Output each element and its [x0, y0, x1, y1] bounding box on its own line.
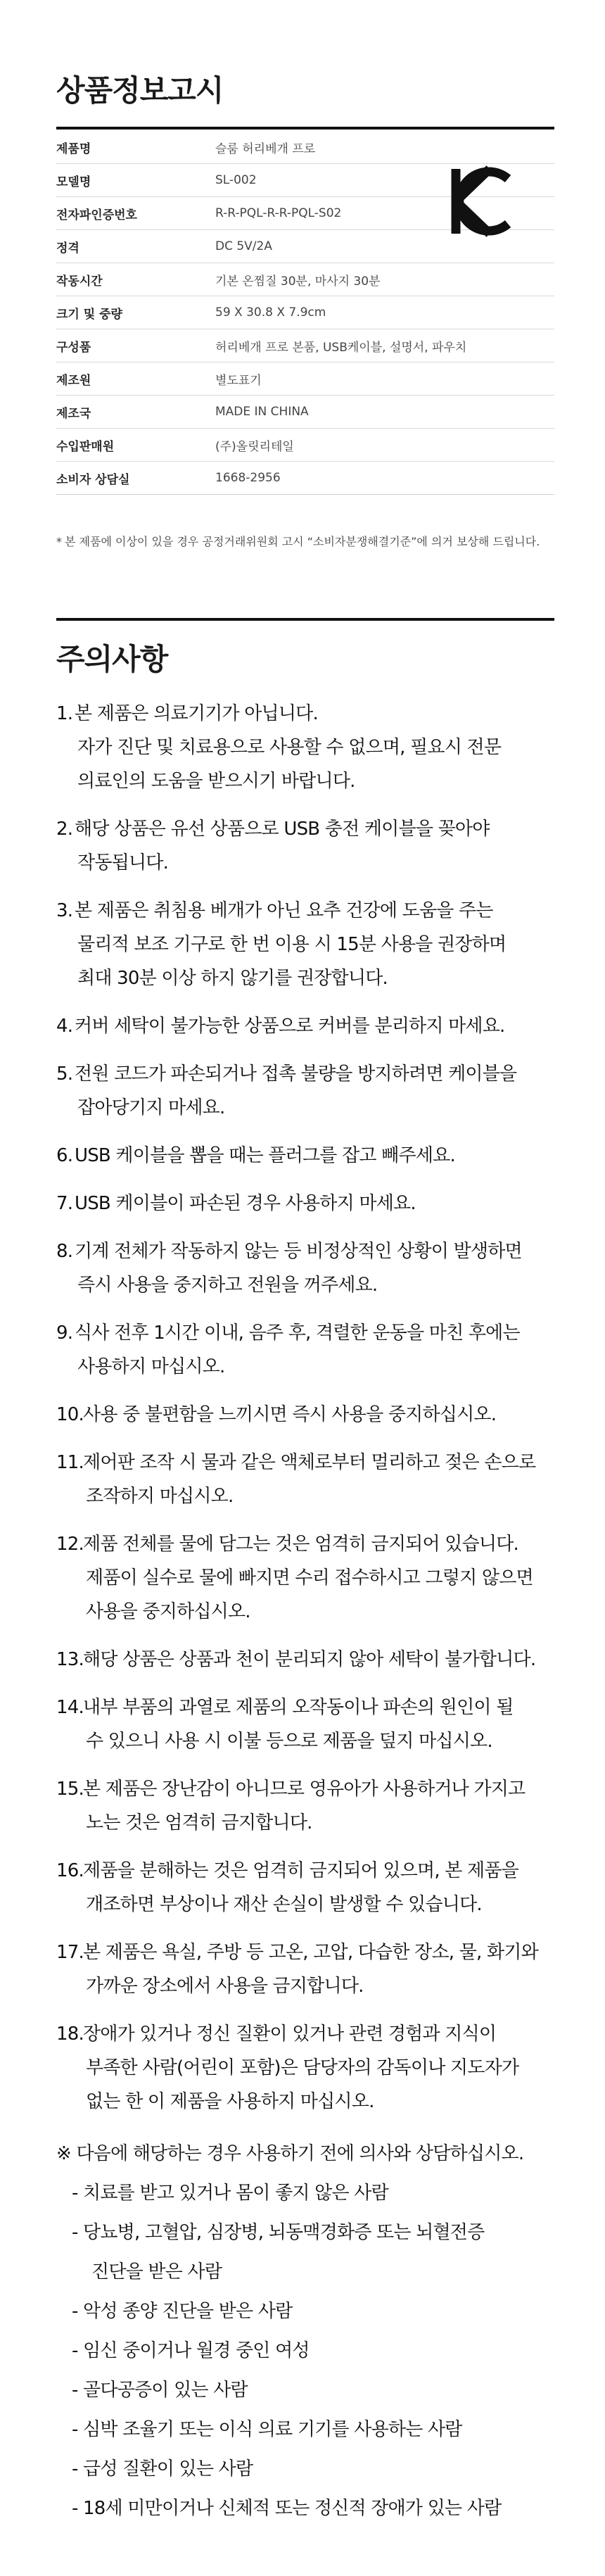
caution-item — [56, 1527, 563, 1629]
info-key: 정격 — [56, 230, 215, 263]
info-value: 슬룸 허리베개 프로 — [215, 131, 554, 164]
caution-line: 없는 한 이 제품을 사용하지 마십시오. — [86, 2091, 374, 2112]
caution-line: 본 제품은 장난감이 아니므로 영유아가 사용하거나 가지고 — [83, 1779, 526, 1800]
info-value: MADE IN CHINA — [215, 396, 554, 429]
info-key: 구성품 — [56, 329, 215, 362]
caution-number: 18. — [56, 2023, 84, 2045]
caution-item — [56, 894, 563, 995]
caution-line: 사용을 중지하십시오. — [86, 1601, 250, 1622]
consult-item: 진단을 받은 사람 — [91, 2261, 222, 2283]
caution-line: 제어판 조작 시 물과 같은 액체로부터 멀리하고 젖은 손으로 — [83, 1452, 536, 1473]
consult-item: - 임신 중이거나 월경 중인 여성 — [72, 2340, 310, 2361]
caution-line: 개조하면 부상이나 재산 손실이 발생할 수 있습니다. — [86, 1894, 482, 1915]
consult-item: - 18세 미만이거나 신체적 또는 정신적 장애가 있는 사람 — [72, 2498, 502, 2519]
consult-item: - 치료를 받고 있거나 몸이 좋지 않은 사람 — [72, 2183, 388, 2204]
caution-line: 본 제품은 취침용 베개가 아닌 요추 건강에 도움을 주는 — [75, 900, 493, 921]
caution-line: USB 케이블이 파손된 경우 사용하지 마세요. — [75, 1193, 416, 1214]
caution-item — [56, 697, 563, 798]
info-key: 소비자 상담실 — [56, 462, 215, 495]
caution-line: 내부 부품의 과열로 제품의 오작동이나 파손의 원인이 될 — [83, 1697, 514, 1718]
caution-text — [56, 1235, 563, 1302]
caution-number: 9. — [56, 1322, 73, 1344]
info-row — [56, 429, 554, 462]
caution-text — [56, 1187, 563, 1220]
caution-number: 5. — [56, 1063, 73, 1085]
caution-text — [56, 894, 563, 995]
note-text: 본 제품에 이상이 있을 경우 공정거래위원회 고시 “소비자분쟁해결기준”에 의거 보상해 드립니다. — [65, 535, 540, 548]
info-value: 기본 온찜질 30분, 마사지 30분 — [215, 263, 554, 296]
caution-item — [56, 1187, 563, 1220]
caution-text — [56, 1772, 563, 1840]
caution-number: 13. — [56, 1649, 84, 1670]
caution-line: 해당 상품은 유선 상품으로 USB 충전 케이블을 꽂아야 — [75, 819, 490, 840]
caution-item — [56, 1643, 563, 1677]
caution-line: 커버 세탁이 불가능한 상품으로 커버를 분리하지 마세요. — [75, 1016, 505, 1037]
info-row — [56, 462, 554, 495]
consult-section — [56, 2134, 563, 2528]
info-row — [56, 362, 554, 396]
info-value: 허리베개 프로 본품, USB케이블, 설명서, 파우치 — [215, 329, 554, 362]
caution-text — [56, 1398, 563, 1432]
caution-number: 12. — [56, 1534, 84, 1555]
caution-item — [56, 1691, 563, 1758]
caution-text — [56, 1854, 563, 1921]
caution-text — [56, 1057, 563, 1125]
info-value: SL-002 — [215, 164, 554, 197]
caution-item — [56, 1854, 563, 1921]
caution-text — [56, 812, 563, 880]
caution-item — [56, 1772, 563, 1840]
caution-number: 6. — [56, 1145, 73, 1166]
caution-line: USB 케이블을 뽑을 때는 플러그를 잡고 빼주세요. — [75, 1145, 455, 1166]
caution-number: 17. — [56, 1942, 84, 1963]
consult-item: - 골다공증이 있는 사람 — [72, 2380, 248, 2401]
cautions-title: 주의사항 — [56, 642, 168, 676]
info-key: 전자파인증번호 — [56, 197, 215, 230]
caution-item — [56, 1936, 563, 2003]
caution-line: 즉시 사용을 중지하고 전원을 꺼주세요. — [77, 1275, 378, 1296]
caution-line: 사용 중 불편함을 느끼시면 즉시 사용을 중지하십시오. — [83, 1404, 497, 1425]
caution-list — [56, 697, 563, 2133]
info-value: DC 5V/2A — [215, 230, 554, 263]
caution-line: 자가 진단 및 치료용으로 사용할 수 없으며, 필요시 전문 — [77, 737, 502, 758]
info-row — [56, 296, 554, 329]
info-row — [56, 329, 554, 362]
caution-text — [56, 1643, 563, 1677]
compensation-note — [56, 532, 549, 552]
caution-text — [56, 1527, 563, 1629]
caution-text — [56, 1936, 563, 2003]
info-value: 별도표기 — [215, 362, 554, 396]
caution-line: 의료인의 도움을 받으시기 바랍니다. — [77, 771, 355, 792]
caution-line: 해당 상품은 상품과 천이 분리되지 않아 세탁이 불가합니다. — [83, 1649, 536, 1670]
caution-number: 1. — [56, 703, 73, 724]
caution-item — [56, 1009, 563, 1043]
caution-line: 최대 30분 이상 하지 않기를 권장합니다. — [77, 968, 388, 989]
caution-line: 본 제품은 욕실, 주방 등 고온, 고압, 다습한 장소, 물, 화기와 — [83, 1942, 538, 1963]
note-mark: * — [56, 535, 62, 548]
info-key: 작동시간 — [56, 263, 215, 296]
caution-number: 8. — [56, 1241, 73, 1262]
caution-number: 15. — [56, 1779, 84, 1800]
caution-item — [56, 1235, 563, 1302]
info-key: 제조원 — [56, 362, 215, 396]
caution-line: 제품 전체를 물에 담그는 것은 엄격히 금지되어 있습니다. — [83, 1534, 518, 1555]
consult-header: ※ 다음에 해당하는 경우 사용하기 전에 의사와 상담하십시오. — [56, 2143, 524, 2164]
caution-number: 10. — [56, 1404, 84, 1425]
caution-line: 물리적 보조 기구로 한 번 이용 시 15분 사용을 권장하며 — [77, 934, 507, 955]
caution-text — [56, 1009, 563, 1043]
caution-line: 본 제품은 의료기기가 아닙니다. — [75, 703, 318, 724]
product-info-title: 상품정보고시 — [56, 73, 224, 108]
caution-line: 조작하지 마십시오. — [86, 1486, 234, 1507]
title-divider — [56, 127, 554, 130]
info-row — [56, 263, 554, 296]
caution-line: 노는 것은 엄격히 금지합니다. — [86, 1812, 312, 1833]
caution-line: 작동됩니다. — [77, 852, 169, 873]
caution-line: 전원 코드가 파손되거나 접촉 불량을 방지하려면 케이블을 — [75, 1063, 517, 1085]
caution-number: 11. — [56, 1452, 84, 1473]
caution-text — [56, 1446, 563, 1513]
caution-item — [56, 812, 563, 880]
caution-number: 4. — [56, 1016, 73, 1037]
caution-text — [56, 1316, 563, 1384]
info-key: 제품명 — [56, 131, 215, 164]
info-value: 59 X 30.8 X 7.9cm — [215, 296, 554, 329]
caution-line: 부족한 사람(어린이 포함)은 담당자의 감독이나 지도자가 — [86, 2057, 519, 2078]
info-key: 제조국 — [56, 396, 215, 429]
caution-text — [56, 697, 563, 798]
caution-item — [56, 1316, 563, 1384]
consult-item: - 당뇨병, 고혈압, 심장병, 뇌동맥경화증 또는 뇌혈전증 — [72, 2222, 485, 2243]
caution-line: 잡아당기지 마세요. — [77, 1097, 225, 1118]
caution-number: 2. — [56, 819, 73, 840]
caution-line: 가까운 장소에서 사용을 금지합니다. — [86, 1976, 364, 1997]
consult-item: - 심박 조율기 또는 이식 의료 기기를 사용하는 사람 — [72, 2419, 462, 2440]
caution-item — [56, 1398, 563, 1432]
caution-item — [56, 2017, 563, 2119]
info-row — [56, 396, 554, 429]
info-key: 수입판매원 — [56, 429, 215, 462]
caution-text — [56, 1139, 563, 1173]
caution-number: 7. — [56, 1193, 73, 1214]
caution-number: 16. — [56, 1860, 84, 1881]
caution-line: 제품을 분해하는 것은 엄격히 금지되어 있으며, 본 제품을 — [83, 1860, 518, 1881]
info-key: 모델명 — [56, 164, 215, 197]
section-divider — [56, 618, 554, 621]
caution-text — [56, 1691, 563, 1758]
caution-line: 제품이 실수로 물에 빠지면 수리 접수하시고 그렇지 않으면 — [86, 1567, 533, 1589]
caution-line: 기계 전체가 작동하지 않는 등 비정상적인 상황이 발생하면 — [75, 1241, 522, 1262]
consult-item: - 급성 질환이 있는 사람 — [72, 2458, 253, 2480]
caution-number: 14. — [56, 1697, 84, 1718]
kc-certification-icon — [445, 155, 515, 248]
caution-text — [56, 2017, 563, 2119]
caution-item — [56, 1446, 563, 1513]
caution-item — [56, 1057, 563, 1125]
info-value: R-R-PQL-R-R-PQL-S02 — [215, 197, 554, 230]
consult-item: - 악성 종양 진단을 받은 사람 — [72, 2301, 293, 2322]
info-value: 1668-2956 — [215, 462, 554, 495]
caution-line: 장애가 있거나 정신 질환이 있거나 관련 경험과 지식이 — [83, 2023, 497, 2045]
info-value: (주)올릿리테일 — [215, 429, 554, 462]
caution-line: 수 있으니 사용 시 이불 등으로 제품을 덮지 마십시오. — [86, 1731, 492, 1752]
caution-line: 사용하지 마십시오. — [77, 1356, 225, 1377]
caution-line: 식사 전후 1시간 이내, 음주 후, 격렬한 운동을 마친 후에는 — [75, 1322, 520, 1344]
info-key: 크기 및 중량 — [56, 296, 215, 329]
caution-item — [56, 1139, 563, 1173]
caution-number: 3. — [56, 900, 73, 921]
